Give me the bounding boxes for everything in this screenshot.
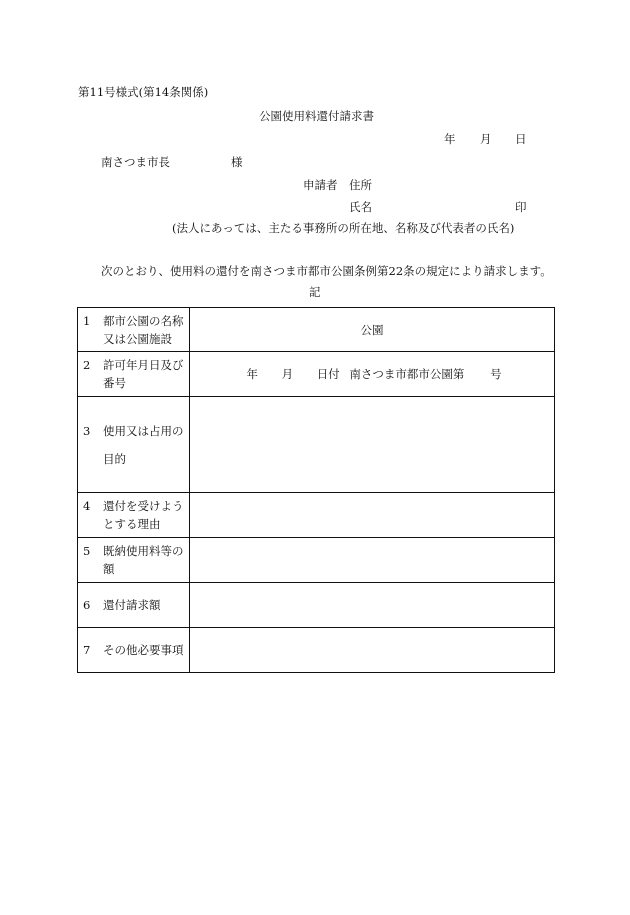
row-label: 還付を受けようとする理由: [103, 499, 184, 531]
row-label-cell: [78, 538, 190, 583]
table-row: [78, 628, 555, 673]
date-year: 年: [444, 132, 456, 146]
permit-city-park: 南さつま市都市公園第: [349, 367, 465, 381]
name-label: 氏名: [349, 200, 372, 214]
other-matters-cell[interactable]: [190, 628, 555, 673]
row-label: 還付請求額: [103, 598, 161, 612]
form-number: 第11号様式(第14条関係): [78, 85, 209, 99]
ki-mark: 記: [309, 285, 321, 299]
permit-number: 号: [490, 367, 502, 381]
permit-year: 年: [246, 367, 258, 381]
row-label: 使用又は占用の目的: [103, 423, 184, 466]
request-table: [77, 307, 555, 673]
purpose-cell[interactable]: [190, 397, 555, 493]
row-label-cell: [78, 583, 190, 628]
row-label-cell: [78, 352, 190, 397]
row-label-cell: [78, 397, 190, 493]
document-title: 公園使用料還付請求書: [259, 109, 374, 123]
addressee-name: 南さつま市長: [101, 155, 170, 169]
seal-mark: 印: [515, 200, 527, 214]
paid-amount-cell[interactable]: [190, 538, 555, 583]
row-label-cell: [78, 628, 190, 673]
row-number: 1: [83, 313, 91, 328]
date-month: 月: [480, 132, 492, 146]
row-number: 2: [83, 358, 91, 372]
table-row: [78, 538, 555, 583]
applicant-label: 申請者: [303, 178, 338, 192]
table-row: [78, 352, 555, 397]
row-label-cell: [78, 308, 190, 352]
table-row: [78, 397, 555, 493]
date-day: 日: [515, 132, 527, 146]
row-label: 都市公園の名称又は公園施設: [103, 313, 184, 346]
permit-day: 日付: [316, 367, 340, 381]
refund-amount-cell[interactable]: [190, 583, 555, 628]
row-label: 許可年月日及び番号: [103, 358, 184, 390]
body-text: 次のとおり、使用料の還付を南さつま市都市公園条例第22条の規定により請求します。: [101, 264, 552, 278]
address-label: 住所: [349, 178, 372, 192]
park-name-cell[interactable]: [190, 308, 555, 352]
row-number: 7: [83, 643, 91, 657]
row-label-cell: [78, 493, 190, 538]
row-label: その他必要事項: [103, 643, 184, 657]
row-number: 3: [83, 423, 91, 438]
row-number: 5: [83, 544, 91, 558]
row-number: 6: [83, 598, 91, 612]
row-label: 既納使用料等の額: [103, 544, 184, 576]
addressee-honorific: 様: [231, 155, 243, 169]
park-name-value: 公園: [360, 322, 384, 337]
permit-month: 月: [281, 367, 294, 381]
reason-cell[interactable]: [190, 493, 555, 538]
permit-date-cell[interactable]: [190, 352, 555, 397]
table-row: [78, 308, 555, 352]
corporate-note: (法人にあっては、主たる事務所の所在地、名称及び代表者の氏名): [172, 221, 515, 235]
row-number: 4: [83, 499, 91, 513]
table-row: [78, 583, 555, 628]
table-row: [78, 493, 555, 538]
